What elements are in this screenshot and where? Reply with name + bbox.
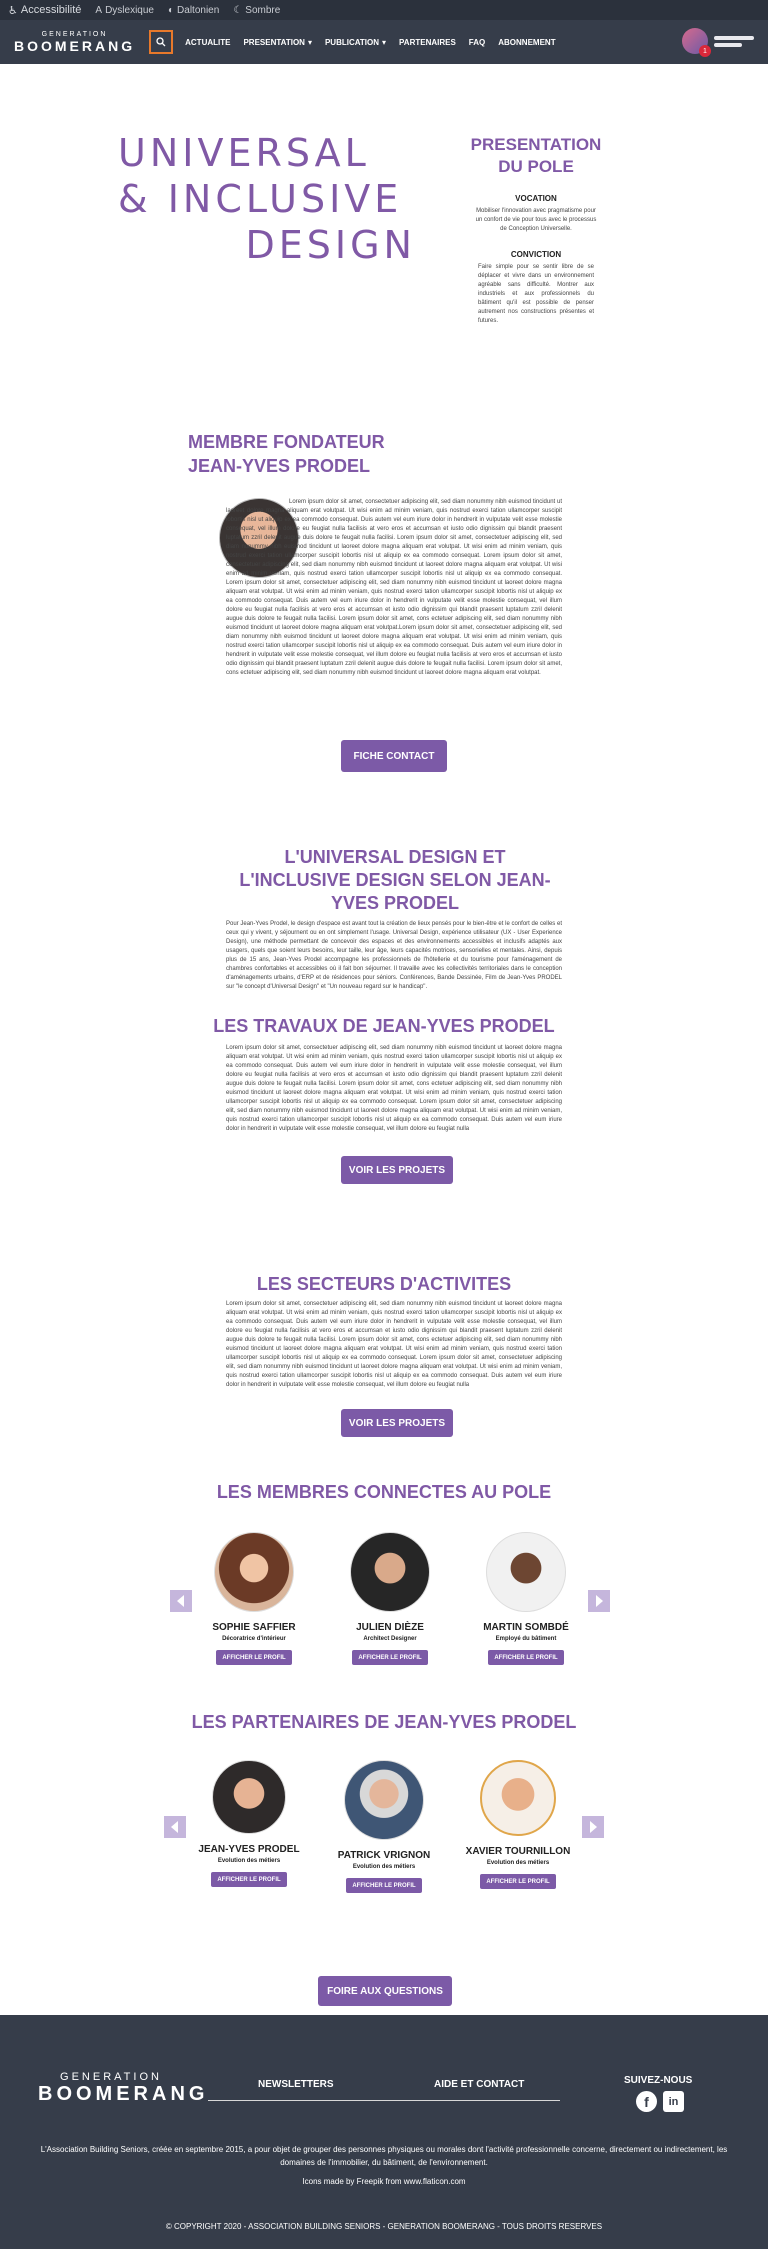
nav-partenaires[interactable]: PARTENAIRES	[399, 37, 456, 47]
show-profile-button[interactable]: AFFICHER LE PROFIL	[488, 1650, 563, 1665]
nav-actualite[interactable]: ACTUALITE	[185, 37, 231, 47]
search-icon	[156, 37, 166, 47]
member-photo	[486, 1532, 566, 1612]
conviction-title: CONVICTION	[510, 250, 562, 259]
nav-presentation[interactable]: PRESENTATION ▾	[243, 37, 312, 47]
footer-follow-label: SUIVEZ-NOUS	[624, 2075, 693, 2086]
member-card: SOPHIE SAFFIER Décoratrice d'intérieur AFFICHER LE PROFIL	[194, 1532, 314, 1665]
member-photo	[214, 1532, 294, 1612]
avatar[interactable]	[682, 28, 708, 54]
nav-links	[185, 38, 555, 47]
site-logo[interactable]: GENERATION BOOMERANG	[14, 30, 136, 54]
members-section	[0, 1482, 768, 1712]
partner-card: XAVIER TOURNILLON Evolution des métiers AFFICHER LE PROFIL	[458, 1760, 578, 1889]
sectors-heading: LES SECTEURS D'ACTIVITES	[256, 1274, 512, 1294]
founder-section	[0, 334, 768, 794]
chevron-left-icon	[170, 1821, 180, 1833]
palette-icon: ◐	[168, 4, 175, 16]
hero-section	[0, 64, 768, 334]
caret-down-icon: ▾	[307, 37, 312, 47]
footer-about-text: L'Association Building Seniors, créée en septembre 2015, a pour objet de grouper des personnes physiques ou morales dont l'activité professionnelle concerne, directement ou indirectement, les domaines de l'immobilier, du bâtiment, de l'environnement.	[40, 2145, 728, 2167]
members-heading: LES MEMBRES CONNECTES AU POLE	[216, 1482, 552, 1502]
chevron-right-icon	[594, 1595, 604, 1607]
show-profile-button[interactable]: AFFICHER LE PROFIL	[480, 1874, 555, 1889]
accessibility-icon: ♿	[8, 4, 18, 17]
works-heading: LES TRAVAUX DE JEAN-YVES PRODEL	[213, 1016, 555, 1036]
sectors-text: Lorem ipsum dolor sit amet, consectetuer adipiscing elit, sed diam nonummy nibh euismod tincidunt ut laoreet dolore magna aliquam erat volutpat. Ut wisi enim ad minim veniam, quis nostrud exerci tation ullamcorper suscipit lobortis nisl ut aliquip ex ea commodo consequat. Duis autem vel eum iriure dolor in hendrerit in vulputate velit esse molestie consequat, vel illum dolore eu feugiat nulla facilisis at vero eros et accumsan et iusto odio dignissim qui blandit praesent luptatum zzril delenit augue duis dolore te feugait nulla facilisi. Lorem ipsum dolor sit amet, cons ectetuer adipiscing elit, sed diam nonummy nibh euismod tincidunt ut laoreet dolore magna aliquam erat volutpat. Ut wisi enim ad minim veniam, quis nostrud exerci tation ullamcorper suscipit lobortis nisl ut aliquip ex ea commodo consequat. Lorem ipsum dolor sit amet, consectetuer adipiscing elit, sed diam nonummy nibh euismod tincidunt ut laoreet dolore magna aliquam erat volutpat. Ut wisi enim ad minim veniam, quis nostrud exerci tation ullamcorper suscipit lobortis nisl ut aliquip ex ea commodo consequat. Duis autem vel eum iriure dolor in hendrerit in vulputate velit esse molestie consequat, vel illum dolore eu feugiat nulla	[226, 1301, 562, 1388]
accessibility-bar	[0, 0, 768, 20]
site-footer	[0, 2015, 768, 2249]
footer-logo[interactable]: GENERATION BOOMERANG	[38, 2071, 209, 2105]
dyslexia-icon: A	[95, 4, 103, 16]
footer-credits: Icons made by Freepik from www.flaticon.com	[302, 2177, 466, 2186]
universal-section	[0, 794, 768, 994]
nav-faq[interactable]: FAQ	[468, 37, 486, 47]
founder-bio: Lorem ipsum dolor sit amet, consectetuer adipiscing elit, sed diam nonummy nibh euismod tincidunt ut laoreet dolore magna aliquam erat volutpat. Ut wisi enim ad minim veniam, quis nostrud exerci tation ullamcorper suscipit lobortis nisl ut aliquip ex ea commodo consequat. Duis autem vel eum iriure dolor in hendrerit in vulputate velit esse molestie consequat, vel illum dolore eu feugiat nulla facilisis at vero eros et accumsan et iusto odio dignissim qui blandit praesent luptatum zzril delenit augue duis dolore te feugait nulla facilisi. Lorem ipsum dolor sit amet, consectetuer adipiscing elit, sed diam nonummy nibh euismod tincidunt ut laoreet dolore magna aliquam erat volutpat. Ut wisi enim ad minim veniam, quis nostrud exerci tation ullamcorper suscipit lobortis nisl ut aliquip ex ea commodo consequat. Lorem ipsum dolor sit amet, consectetuer adipiscing elit, sed diam nonummy nibh euismod tincidunt ut laoreet dolore magna aliquam erat volutpat. Ut wisi enim ad minim veniam, quis nostrud exerci tation ullamcorper suscipit lobortis nisl ut aliquip ex ea commodo consequat. Lorem ipsum dolor sit amet, consectetuer adipiscing elit, sed diam nonummy nibh euismod tincidunt ut laoreet dolore magna aliquam erat volutpat. Ut wisi enim ad minim veniam, quis nostrud exerci tation ullamcorper suscipit lobortis nisl ut aliquip ex ea commodo consequat. Duis autem vel eum iriure dolor in hendrerit in vulputate velit esse molestie consequat, vel illum dolore eu feugiat nulla facilisis at vero eros et accumsan et iusto odio dignissim qui blandit praesent luptatum zzril delenit augue duis dolore te feugait nulla facilisi. Lorem ipsum dolor sit amet, cons ectetuer adipiscing elit, sed diam nonummy nibh euismod tincidunt ut laoreet dolore magna aliquam erat volutpat.Lorem ipsum dolor sit amet, consectetuer adipiscing elit, sed diam nonummy nibh euismod tincidunt ut laoreet dolore magna aliquam erat volutpat. Ut wisi enim ad minim veniam, quis nostrud exerci tation ullamcorper suscipit lobortis nisl ut aliquip ex ea commodo consequat. Duis autem vel eum iriure dolor in hendrerit in vulputate velit esse molestie consequat, vel illum dolore eu feugiat nulla facilisis at vero eros et accumsan et iusto odio dignissim qui blandit praesent luptatum zzril delenit augue duis dolore te feugait nulla facilisi. Lorem ipsum dolor sit amet, cons ectetuer adipiscing elit, sed diam nonummy nibh euismod tincidunt ut laoreet dolore magna aliquam erat volutpat.	[226, 499, 562, 676]
partner-photo	[480, 1760, 556, 1836]
chevron-right-icon	[588, 1821, 598, 1833]
partner-photo	[212, 1760, 286, 1834]
partners-heading: LES PARTENAIRES DE JEAN-YVES PRODEL	[191, 1712, 577, 1732]
moon-icon: ☾	[233, 4, 243, 16]
facebook-icon[interactable]: f	[636, 2091, 657, 2112]
works-section	[0, 994, 768, 1270]
partner-card: JEAN-YVES PRODEL Evolution des métiers AFFICHER LE PROFIL	[189, 1760, 309, 1887]
members-prev-button[interactable]	[170, 1590, 192, 1612]
partners-next-button[interactable]	[582, 1816, 604, 1838]
footer-help-link[interactable]: AIDE ET CONTACT	[434, 2079, 525, 2090]
view-projects-button[interactable]: VOIR LES PROJETS	[341, 1156, 453, 1184]
contact-card-button[interactable]: FICHE CONTACT	[341, 740, 447, 772]
sectors-section	[0, 1270, 768, 1482]
dyslexia-toggle[interactable]: A Dyslexique	[95, 4, 154, 16]
show-profile-button[interactable]: AFFICHER LE PROFIL	[211, 1872, 286, 1887]
members-next-button[interactable]	[588, 1590, 610, 1612]
partners-prev-button[interactable]	[164, 1816, 186, 1838]
partner-photo	[344, 1760, 424, 1840]
member-card: MARTIN SOMBDÉ Employé du bâtiment AFFICHER LE PROFIL	[466, 1532, 586, 1665]
partners-section	[0, 1712, 768, 1966]
colorblind-toggle[interactable]: ◐ Daltonien	[168, 4, 220, 16]
footer-newsletters-link[interactable]: NEWSLETTERS	[258, 2079, 334, 2090]
works-text: Lorem ipsum dolor sit amet, consectetuer adipiscing elit, sed diam nonummy nibh euismod tincidunt ut laoreet dolore magna aliquam erat volutpat. Ut wisi enim ad minim veniam, quis nostrud exerci tation ullamcorper suscipit lobortis nisl ut aliquip ex ea commodo consequat. Duis autem vel eum iriure dolor in hendrerit in vulputate velit esse molestie consequat, vel illum dolore eu feugiat nulla facilisis at vero eros et accumsan et iusto odio dignissim qui blandit praesent luptatum zzril delenit augue duis dolore te feugait nulla facilisi. Lorem ipsum dolor sit amet, cons ectetuer adipiscing elit, sed diam nonummy nibh euismod tincidunt ut laoreet dolore magna aliquam erat volutpat. Ut wisi enim ad minim veniam, quis nostrud exerci tation ullamcorper suscipit lobortis nisl ut aliquip ex ea commodo consequat. Lorem ipsum dolor sit amet, consectetuer adipiscing elit, sed diam nonummy nibh euismod tincidunt ut laoreet dolore magna aliquam erat volutpat. Ut wisi enim ad minim veniam, quis nostrud exerci tation ullamcorper suscipit lobortis nisl ut aliquip ex ea commodo consequat. Duis autem vel eum iriure dolor in hendrerit in vulputate velit esse molestie consequat, vel illum dolore eu feugiat nulla	[226, 1045, 562, 1132]
user-name-redacted	[714, 36, 754, 47]
nav-publication[interactable]: PUBLICATION ▾	[324, 37, 387, 47]
chevron-left-icon	[176, 1595, 186, 1607]
show-profile-button[interactable]: AFFICHER LE PROFIL	[216, 1650, 291, 1665]
founder-bio-wrap	[226, 498, 562, 678]
show-profile-button[interactable]: AFFICHER LE PROFIL	[352, 1650, 427, 1665]
footer-divider	[208, 2100, 560, 2101]
accessibility-toggle[interactable]: ♿ Accessibilité	[8, 4, 82, 17]
member-photo	[350, 1532, 430, 1612]
vocation-title: VOCATION	[515, 194, 557, 203]
main-navbar	[0, 20, 768, 64]
footer-copyright: © COPYRIGHT 2020 - ASSOCIATION BUILDING SENIORS - GENERATION BOOMERANG - TOUS DROITS RESERVES	[165, 2222, 603, 2231]
universal-text: Pour Jean-Yves Prodel, le design d'espace est avant tout la création de lieux pensés pour le bien-être et le confort de celles et ceux qui y vivent, y séjournent ou en ont simplement l'usage. Universal Design, expérience utilisateur (UX - User Experience Design), une méthode permettant de concevoir des espaces et des environnements accessibles et inclusifs adaptés aux usagers, quels que soient leurs besoins, leur taille, leur âge, leurs capacités motrices, sensorielles et mentales. Ainsi, depuis plus de 15 ans, Jean-Yves Prodel accompagne les professionnels de l'hôtellerie et du tourisme pour l'aménagement de chambres confortables et accessibles où il fait bon séjourner. Il travaille avec les collectivités territoriales dans le conception d'aménagements urbains, d'ERP et de résidences pour séniors. Conférences, Bande Dessinée, Film de Jean-Yves PRODEL sur "le concept d'Universal Design" et "Un nouveau regard sur le handicap".	[226, 921, 562, 990]
user-menu[interactable]	[682, 28, 754, 54]
partner-card: PATRICK VRIGNON Evolution des métiers AFFICHER LE PROFIL	[324, 1760, 444, 1893]
search-button[interactable]	[149, 30, 173, 54]
notification-badge: 1	[699, 45, 711, 57]
show-profile-button[interactable]: AFFICHER LE PROFIL	[346, 1878, 421, 1893]
nav-abonnement[interactable]: ABONNEMENT	[498, 37, 556, 47]
member-card: JULIEN DIÈZE Architect Designer AFFICHER LE PROFIL	[330, 1532, 450, 1665]
presentation-box: PRESENTATION DU POLE VOCATION Mobiliser l'innovation avec pragmatisme pour un confort de vie pour tous avec le processus de Conception Universelle. CONVICTION Faire simple pour se sentir libre de se déplacer et vivre dans un environnement agréable sans difficulté. Montrer aux industriels et aux professionnels du bâtiment qu'il est possible de penser autrement nos constructions présentes et futures.	[466, 134, 606, 326]
vocation-text: Mobiliser l'innovation avec pragmatisme pour un confort de vie pour tous avec le processus de Conception Universelle.	[475, 208, 597, 232]
universal-heading: L'UNIVERSAL DESIGN ET L'INCLUSIVE DESIGN SELON JEAN- YVES PRODEL	[239, 847, 551, 913]
view-projects-button-2[interactable]: VOIR LES PROJETS	[341, 1409, 453, 1437]
founder-heading: MEMBRE FONDATEUR JEAN-YVES PRODEL	[188, 432, 385, 476]
caret-down-icon: ▾	[382, 37, 387, 47]
conviction-text: Faire simple pour se sentir libre de se déplacer et vivre dans un environnement agréable sans difficulté. Montrer aux industriels et aux professionnels du bâtiment qu'il est possible de penser autrement nos constructions présentes et futures.	[478, 264, 594, 324]
faq-button[interactable]: FOIRE AUX QUESTIONS	[318, 1976, 452, 2006]
hero-title: UNIVERSAL & INCLUSIVE DESIGN	[118, 131, 416, 267]
linkedin-icon[interactable]: in	[663, 2091, 684, 2112]
dark-mode-toggle[interactable]: ☾ Sombre	[233, 4, 281, 16]
social-links	[636, 2091, 684, 2112]
